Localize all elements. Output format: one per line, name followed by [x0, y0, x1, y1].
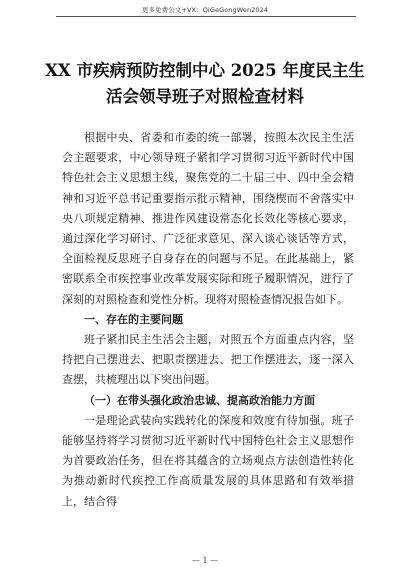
section-intro-paragraph: 班子紧扣民主生活会主题，对照五个方面重点内容，坚持把自己摆进去、把职责摆进去、把工作摆进去，逐一深入查摆，共梳理出以下突出问题。: [62, 333, 354, 387]
header-divider: [56, 16, 356, 17]
header-note: 更多免费公文+VX：QiGeGongWen2024: [141, 6, 269, 14]
document-body: [62, 128, 354, 512]
document-title: XX 市疾病预防控制中心 2025 年度民主生活会领导班子对照检查材料: [45, 61, 365, 106]
subsection-paragraph: 一是理论武装向实践转化的深度和效度有待加强。班子能够坚持将学习贯彻习近平新时代中国特色社会主义思想作为首要政治任务，但在将其蕴含的立场观点方法创造性转化为推动新时代疾控工作高质量发展的具体思路和有效举措上，结合得: [62, 413, 354, 508]
intro-paragraph: 根据中央、省委和市委的统一部署，按照本次民主生活会主题要求，中心领导班子紧扣学习贯彻习近平新时代中国特色社会主义思想主线，聚焦党的二十届三中、四中全会精神和习近平总书记重要指示批示精神，围绕楔而不舍落实中央八项规定精神、推进作风建设常态化长效化等核心要求，通过深化学习研讨、广泛征求意见、深入谈心谈话等方式，全面检视反思班子自身存在的问题与不足。在此基础上，紧密联系全市疾控事业改革发展实际和班子履职情况，进行了深刻的对照检查和党性分析。现将对照检查情况报告如下。: [62, 131, 354, 306]
subsection-heading-1: （一）在带头强化政治忠诚、提高政治能力方面: [84, 393, 315, 407]
page-number: — 1 —: [191, 556, 219, 565]
section-heading-1: 一、存在的主要问题: [84, 312, 183, 326]
